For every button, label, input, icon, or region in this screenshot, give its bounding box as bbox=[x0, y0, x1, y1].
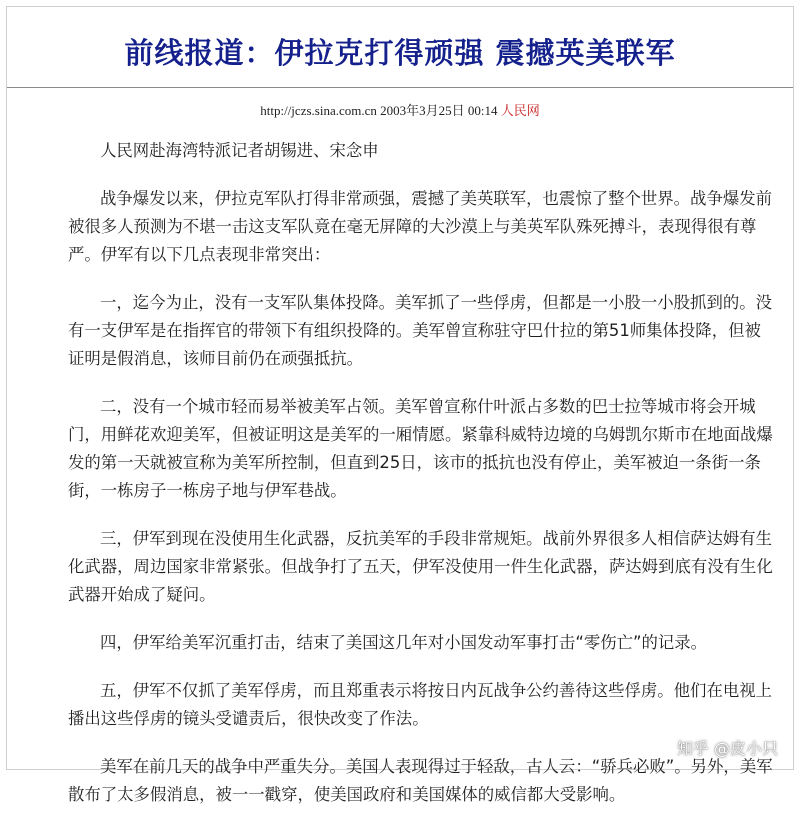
article-paragraph: 一，迄今为止，没有一支军队集体投降。美军抓了一些俘虏，但都是一小股一小股抓到的。没有一支伊军是在指挥官的带领下有组织投降的。美军曾宣称驻守巴什拉的第51师集体投降，但被证明是假消息，该师目前仍在顽强抵抗。 bbox=[68, 293, 773, 368]
source-url-date: http://jczs.sina.com.cn 2003年3月25日 00:14 bbox=[260, 103, 501, 118]
article-paragraph: 三，伊军到现在没使用生化武器，反抗美军的手段非常规矩。战前外界很多人相信萨达姆有生化武器，周边国家非常紧张。但战争打了五天，伊军没使用一件生化武器，萨达姆到底有没有生化武器开始成了疑问。 bbox=[68, 529, 773, 604]
article-body bbox=[68, 137, 774, 829]
article-paragraph: 战争爆发以来，伊拉克军队打得非常顽强，震撼了美英联军，也震惊了整个世界。战争爆发前被很多人预测为不堪一击这支军队竟在毫无屏障的大沙漠上与美英军队殊死搏斗，表现得很有尊严。伊军有以下几点表现非常突出： bbox=[68, 189, 773, 264]
source-line bbox=[7, 100, 793, 119]
article-paragraph: 四，伊军给美军沉重打击，结束了美国这几年对小国发动军事打击“零伤亡”的记录。 bbox=[100, 633, 708, 652]
article-paragraph: 美军在前几天的战争中严重失分。美国人表现得过于轻敌，古人云：“骄兵必败”。另外，美军散布了太多假消息，被一一戳穿，使美国政府和美国媒体的威信都大受影响。 bbox=[68, 757, 773, 804]
reporter-byline: 人民网赴海湾特派记者胡锡进、宋念申 bbox=[100, 141, 379, 160]
article-paragraph: 二，没有一个城市轻而易举被美军占领。美军曾宣称什叶派占多数的巴士拉等城市将会开城门，用鲜花欢迎美军，但被证明这是美军的一厢情愿。紧靠科威特边境的乌姆凯尔斯市在地面战爆发的第一天就被宣称为美军所控制，但直到25日，该市的抵抗也没有停止，美军被迫一条街一条街，一栋房子一栋房子地与伊军巷战。 bbox=[68, 397, 773, 500]
article-paragraph: 五，伊军不仅抓了美军俘虏，而且郑重表示将按日内瓦战争公约善待这些俘虏。他们在电视上播出这些俘虏的镜头受谴责后，很快改变了作法。 bbox=[68, 681, 773, 728]
article-headline: 前线报道：伊拉克打得顽强 震撼英美联军 bbox=[124, 36, 676, 70]
headline-divider bbox=[7, 87, 793, 88]
source-site-link[interactable]: 人民网 bbox=[500, 103, 540, 118]
page-frame bbox=[6, 6, 794, 804]
zhihu-watermark: 知乎 @皮小只 bbox=[676, 739, 778, 758]
